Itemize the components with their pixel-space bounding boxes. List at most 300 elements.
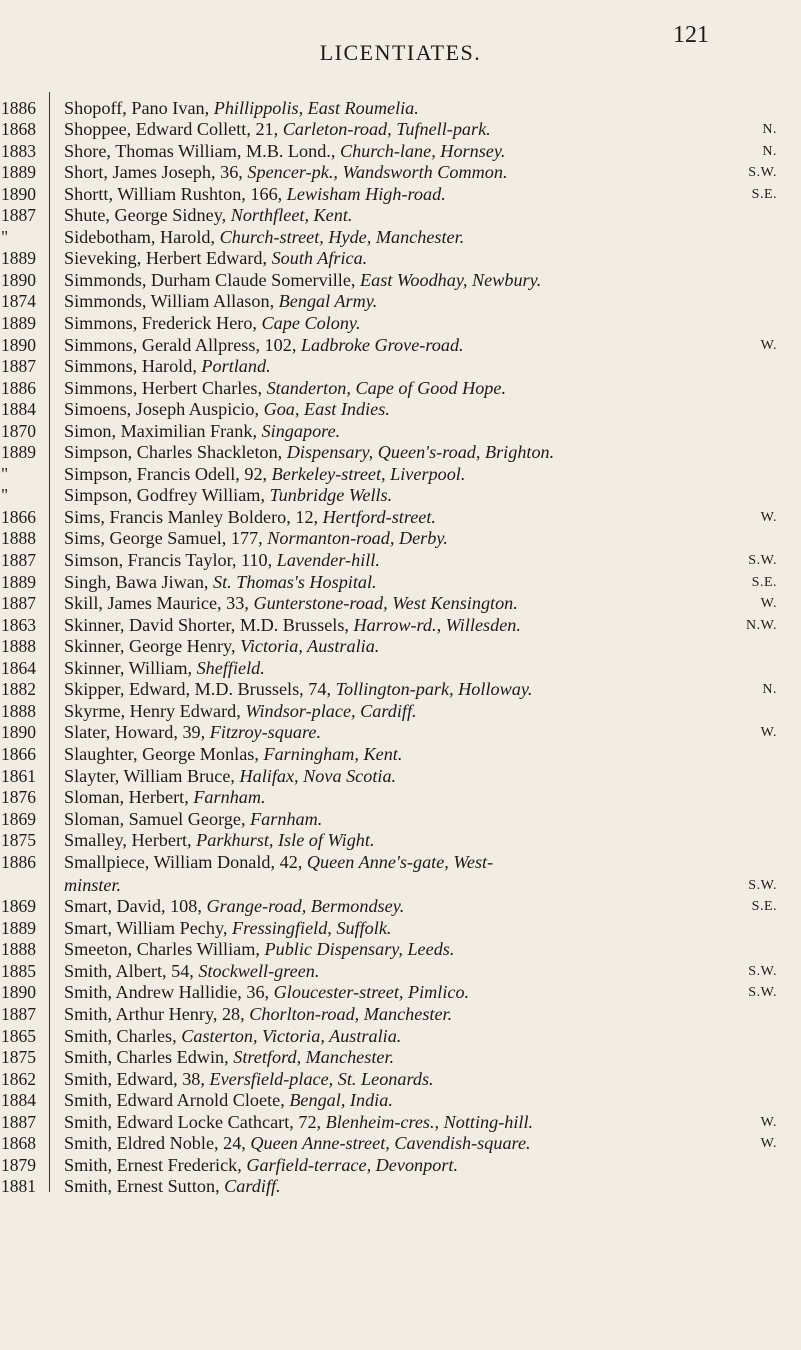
registration-year: 1875 bbox=[1, 1047, 36, 1068]
licentiate-address: Lewisham High-road. bbox=[286, 183, 446, 204]
licentiate-entry bbox=[64, 335, 801, 357]
licentiate-entry bbox=[64, 378, 801, 400]
licentiate-entry bbox=[64, 1133, 801, 1155]
postal-district bbox=[769, 658, 777, 680]
postal-district: S.E. bbox=[751, 186, 777, 202]
licentiate-name: Smart, David, 108, bbox=[64, 896, 207, 917]
postal-district bbox=[769, 744, 777, 766]
column-divider bbox=[49, 1149, 50, 1171]
postal-district: S.W. bbox=[748, 877, 777, 893]
licentiate-name: Slater, Howard, 39, bbox=[64, 722, 210, 743]
licentiate-entry bbox=[64, 442, 801, 464]
licentiate-entry bbox=[64, 162, 801, 184]
entry-text bbox=[64, 679, 532, 701]
licentiate-name: Smallpiece, William Donald, 42, bbox=[64, 851, 307, 872]
licentiate-entry bbox=[64, 787, 801, 809]
licentiate-entry bbox=[64, 766, 801, 788]
entry-text bbox=[64, 1155, 458, 1177]
registration-year: 1869 bbox=[1, 896, 36, 917]
licentiate-address: Berkeley-street, Liverpool. bbox=[271, 463, 466, 484]
postal-district bbox=[769, 852, 777, 874]
registration-year: 1868 bbox=[1, 1133, 36, 1154]
licentiate-entry bbox=[64, 205, 801, 227]
licentiate-name: Simmonds, Durham Claude Somerville, bbox=[64, 269, 361, 290]
entry-text bbox=[64, 809, 322, 831]
registration-year: 1890 bbox=[1, 722, 36, 743]
registration-year: 1876 bbox=[1, 787, 36, 808]
entry-text bbox=[64, 744, 402, 766]
entry-text bbox=[64, 291, 377, 313]
registration-year: 1884 bbox=[1, 1090, 36, 1111]
postal-district bbox=[769, 1176, 777, 1198]
licentiate-entry bbox=[64, 961, 801, 983]
column-divider bbox=[49, 114, 50, 136]
entry-text bbox=[64, 141, 505, 163]
entry-text bbox=[64, 982, 469, 1004]
licentiate-address: Phillippolis, East Roumelia. bbox=[213, 97, 419, 118]
licentiate-entry bbox=[64, 744, 801, 766]
licentiate-name: Simpson, Godfrey William, bbox=[64, 485, 270, 506]
entry-text bbox=[64, 378, 506, 400]
licentiate-name: Simmonds, William Allason, bbox=[64, 291, 279, 312]
licentiate-entry bbox=[64, 918, 801, 940]
licentiate-name: Simpson, Charles Shackleton, bbox=[64, 442, 287, 463]
licentiate-entry bbox=[64, 227, 801, 249]
licentiate-address: Victoria, Australia. bbox=[240, 636, 380, 657]
licentiate-address: Halifax, Nova Scotia. bbox=[239, 765, 397, 786]
licentiate-name: Smeeton, Charles William, bbox=[64, 939, 265, 960]
registration-year: 1862 bbox=[1, 1068, 36, 1089]
licentiate-entry bbox=[64, 248, 801, 270]
registration-year: 1890 bbox=[1, 183, 36, 204]
licentiate-entry bbox=[64, 593, 801, 615]
licentiate-address: Stockwell-green. bbox=[198, 960, 320, 981]
licentiate-address: minster. bbox=[64, 874, 122, 895]
registration-year: 1886 bbox=[1, 97, 36, 118]
registration-year: 1887 bbox=[1, 205, 36, 226]
licentiate-name: Smith, Albert, 54, bbox=[64, 960, 199, 981]
postal-district: N. bbox=[762, 682, 777, 698]
postal-district: N. bbox=[762, 122, 777, 138]
column-divider bbox=[49, 912, 50, 934]
licentiate-name: Skill, James Maurice, 33, bbox=[64, 593, 254, 614]
licentiate-name: Sloman, Herbert, bbox=[64, 787, 194, 808]
registration-year: 1889 bbox=[1, 313, 36, 334]
licentiate-entry bbox=[64, 830, 801, 852]
licentiate-name: Skinner, David Shorter, M.D. Brussels, bbox=[64, 614, 354, 635]
licentiate-entry bbox=[64, 270, 801, 292]
licentiate-address: Windsor-place, Cardiff. bbox=[245, 700, 417, 721]
postal-district bbox=[769, 528, 777, 550]
entry-text bbox=[64, 270, 541, 292]
licentiate-entry bbox=[64, 572, 801, 594]
entry-text bbox=[64, 248, 367, 270]
registration-year: 1864 bbox=[1, 657, 36, 678]
entry-text bbox=[64, 184, 446, 206]
licentiate-name: Smith, Charles Edwin, bbox=[64, 1047, 234, 1068]
postal-district bbox=[769, 1069, 777, 1091]
column-divider bbox=[49, 609, 50, 631]
entry-text bbox=[64, 939, 454, 961]
column-divider bbox=[49, 803, 50, 825]
postal-district: W. bbox=[760, 1136, 777, 1152]
licentiate-entry bbox=[64, 507, 801, 529]
column-divider bbox=[49, 760, 50, 782]
column-divider bbox=[49, 92, 50, 114]
licentiate-name: Skyrme, Henry Edward, bbox=[64, 700, 246, 721]
licentiate-entry bbox=[64, 184, 801, 206]
postal-district: S.E. bbox=[751, 574, 777, 590]
entry-text bbox=[64, 918, 391, 940]
licentiate-entry bbox=[64, 399, 801, 421]
column-divider bbox=[49, 307, 50, 329]
licentiate-address: Carleton-road, Tufnell-park. bbox=[282, 119, 491, 140]
licentiate-address: Dispensary, Queen's-road, Brighton. bbox=[286, 442, 555, 463]
licentiate-address: Casterton, Victoria, Australia. bbox=[181, 1025, 402, 1046]
column-divider bbox=[49, 891, 50, 913]
licentiate-address: Queen Anne's-gate, West- bbox=[306, 851, 494, 872]
postal-district: S.E. bbox=[751, 899, 777, 915]
column-divider bbox=[49, 264, 50, 286]
licentiate-entry bbox=[64, 1112, 801, 1134]
registration-year: 1890 bbox=[1, 269, 36, 290]
licentiate-entry bbox=[64, 1047, 801, 1069]
licentiate-name: Simon, Maximilian Frank, bbox=[64, 420, 262, 441]
registration-year: 1887 bbox=[1, 1003, 36, 1024]
licentiate-name: Smith, Charles, bbox=[64, 1025, 182, 1046]
licentiate-entry bbox=[64, 291, 801, 313]
licentiate-address: Cardiff. bbox=[224, 1176, 281, 1197]
registration-year: 1884 bbox=[1, 399, 36, 420]
column-divider bbox=[49, 652, 50, 674]
registration-year: 1883 bbox=[1, 140, 36, 161]
column-divider bbox=[49, 221, 50, 243]
registration-year: 1866 bbox=[1, 743, 36, 764]
postal-district bbox=[769, 291, 777, 313]
licentiate-address: Tollington-park, Holloway. bbox=[335, 679, 533, 700]
entry-text bbox=[64, 593, 518, 615]
entry-text bbox=[64, 464, 465, 486]
licentiate-name: Sims, George Samuel, 177, bbox=[64, 528, 268, 549]
entry-text bbox=[64, 356, 271, 378]
column-divider bbox=[49, 998, 50, 1020]
registration-year: 1890 bbox=[1, 982, 36, 1003]
licentiate-entry bbox=[64, 528, 801, 550]
licentiate-name: Smith, Ernest Frederick, bbox=[64, 1154, 247, 1175]
registration-year: 1887 bbox=[1, 593, 36, 614]
postal-district bbox=[769, 464, 777, 486]
licentiate-address: Farnham. bbox=[193, 787, 266, 808]
registration-year: " bbox=[1, 463, 9, 484]
registration-year: 1890 bbox=[1, 334, 36, 355]
licentiate-address: Church-street, Hyde, Manchester. bbox=[219, 226, 465, 247]
licentiate-name: Smith, Eldred Noble, 24, bbox=[64, 1133, 251, 1154]
entry-text bbox=[64, 961, 319, 983]
postal-district: S.W. bbox=[748, 963, 777, 979]
registration-year: 1868 bbox=[1, 119, 36, 140]
licentiate-name: Smith, Arthur Henry, 28, bbox=[64, 1003, 250, 1024]
column-divider bbox=[49, 674, 50, 696]
postal-district: N.W. bbox=[745, 617, 777, 633]
entry-text bbox=[64, 1047, 394, 1069]
postal-district bbox=[769, 378, 777, 400]
registration-year: 1888 bbox=[1, 636, 36, 657]
licentiate-entry bbox=[64, 658, 801, 680]
licentiate-entry bbox=[64, 982, 801, 1004]
column-divider bbox=[49, 1085, 50, 1107]
licentiate-entry bbox=[64, 1069, 801, 1091]
column-divider bbox=[49, 286, 50, 308]
postal-district: W. bbox=[760, 337, 777, 353]
licentiate-address: Hertford-street. bbox=[322, 506, 436, 527]
licentiate-name: Shoppee, Edward Collett, 21, bbox=[64, 119, 283, 140]
licentiate-address: Grange-road, Bermondsey. bbox=[206, 896, 405, 917]
licentiate-name: Slaughter, George Monlas, bbox=[64, 743, 264, 764]
licentiate-entry bbox=[64, 119, 801, 141]
postal-district bbox=[769, 1155, 777, 1177]
postal-district bbox=[769, 809, 777, 831]
licentiate-address: Portland. bbox=[201, 356, 271, 377]
postal-district bbox=[769, 421, 777, 443]
licentiate-address: Farningham, Kent. bbox=[263, 743, 403, 764]
entry-text bbox=[64, 205, 352, 227]
licentiate-address: Lavender-hill. bbox=[276, 550, 380, 571]
licentiate-address: Tunbridge Wells. bbox=[269, 485, 393, 506]
column-divider bbox=[49, 717, 50, 739]
entry-text bbox=[64, 701, 417, 723]
licentiate-name: Smith, Ernest Sutton, bbox=[64, 1176, 225, 1197]
registration-year: 1887 bbox=[1, 356, 36, 377]
column-divider bbox=[49, 1106, 50, 1128]
entry-text bbox=[64, 572, 377, 594]
registration-year: 1887 bbox=[1, 550, 36, 571]
column-divider bbox=[49, 955, 50, 977]
column-divider bbox=[49, 934, 50, 956]
column-divider bbox=[49, 243, 50, 265]
registration-year: 1874 bbox=[1, 291, 36, 312]
licentiate-name: Simmons, Herbert Charles, bbox=[64, 377, 267, 398]
entry-text bbox=[64, 442, 554, 464]
licentiate-address: Fressingfield, Suffolk. bbox=[231, 917, 392, 938]
column-divider bbox=[49, 351, 50, 373]
licentiate-address: St. Thomas's Hospital. bbox=[213, 571, 377, 592]
licentiate-name: Simmons, Harold, bbox=[64, 356, 202, 377]
licentiate-address: Parkhurst, Isle of Wight. bbox=[196, 830, 375, 851]
licentiate-address: Bengal, India. bbox=[289, 1090, 393, 1111]
postal-district bbox=[769, 787, 777, 809]
entry-text bbox=[64, 1069, 434, 1091]
licentiate-address: Cape Colony. bbox=[261, 313, 361, 334]
column-divider bbox=[49, 1171, 50, 1193]
licentiate-name: Smith, Edward Arnold Cloete, bbox=[64, 1090, 290, 1111]
column-divider bbox=[49, 501, 50, 523]
postal-district bbox=[769, 1004, 777, 1026]
column-divider bbox=[49, 200, 50, 222]
postal-district: N. bbox=[762, 143, 777, 159]
entry-text bbox=[64, 550, 380, 572]
licentiate-name: Smith, Edward Locke Cathcart, 72, bbox=[64, 1111, 326, 1132]
licentiate-entry bbox=[64, 722, 801, 744]
licentiate-entry bbox=[64, 615, 801, 637]
column-divider bbox=[49, 394, 50, 416]
column-divider bbox=[49, 178, 50, 200]
registration-year: 1889 bbox=[1, 162, 36, 183]
postal-district bbox=[769, 98, 777, 120]
licentiate-name: Sieveking, Herbert Edward, bbox=[64, 248, 272, 269]
licentiate-name: Short, James Joseph, 36, bbox=[64, 162, 248, 183]
registration-year: 1861 bbox=[1, 765, 36, 786]
licentiate-name: Shore, Thomas William, M.B. Lond., bbox=[64, 140, 340, 161]
licentiate-address: Fitzroy-square. bbox=[209, 722, 322, 743]
licentiate-name: Skinner, George Henry, bbox=[64, 636, 241, 657]
registration-year: 1882 bbox=[1, 679, 36, 700]
licentiate-address: Queen Anne-street, Cavendish-square. bbox=[250, 1133, 531, 1154]
entry-text bbox=[64, 313, 361, 335]
licentiate-entry bbox=[64, 701, 801, 723]
entry-text bbox=[64, 1112, 533, 1134]
column-divider bbox=[49, 135, 50, 157]
postal-district: S.W. bbox=[748, 165, 777, 181]
licentiate-address: South Africa. bbox=[271, 248, 368, 269]
page-header-title: LICENTIATES. bbox=[319, 40, 482, 65]
licentiate-entry bbox=[64, 1026, 801, 1048]
postal-district: W. bbox=[760, 596, 777, 612]
entry-text bbox=[64, 766, 396, 788]
licentiate-address: Harrow-rd., Willesden. bbox=[353, 614, 521, 635]
column-divider bbox=[49, 1128, 50, 1150]
licentiate-entry bbox=[64, 939, 801, 961]
column-divider bbox=[49, 458, 50, 480]
postal-district: W. bbox=[760, 725, 777, 741]
entry-text bbox=[64, 658, 265, 680]
registration-year: 1881 bbox=[1, 1176, 36, 1197]
entry-text bbox=[64, 507, 436, 529]
licentiate-entry bbox=[64, 1176, 801, 1198]
entry-text bbox=[64, 874, 121, 897]
entry-text bbox=[64, 528, 448, 550]
licentiate-name: Smith, Edward, 38, bbox=[64, 1068, 210, 1089]
licentiate-name: Skinner, William, bbox=[64, 657, 197, 678]
column-divider bbox=[49, 480, 50, 502]
postal-district bbox=[769, 766, 777, 788]
column-divider bbox=[49, 329, 50, 351]
registration-year: 1888 bbox=[1, 700, 36, 721]
licentiate-address: Sheffield. bbox=[196, 657, 265, 678]
licentiate-name: Simson, Francis Taylor, 110, bbox=[64, 550, 277, 571]
licentiate-address: Northfleet, Kent. bbox=[230, 205, 353, 226]
licentiate-address: Standerton, Cape of Good Hope. bbox=[266, 377, 507, 398]
postal-district bbox=[769, 270, 777, 292]
postal-district bbox=[769, 313, 777, 335]
entry-text bbox=[64, 485, 392, 507]
registration-year: 1879 bbox=[1, 1154, 36, 1175]
column-divider bbox=[49, 1020, 50, 1042]
licentiate-address: Stretford, Manchester. bbox=[233, 1047, 395, 1068]
entry-text bbox=[64, 1026, 401, 1048]
registration-year: 1889 bbox=[1, 917, 36, 938]
postal-district bbox=[769, 248, 777, 270]
column-divider bbox=[49, 437, 50, 459]
entry-text bbox=[64, 399, 390, 421]
licentiate-entry bbox=[64, 313, 801, 335]
entry-text bbox=[64, 1176, 281, 1198]
licentiate-entry bbox=[64, 421, 801, 443]
registration-year: 1863 bbox=[1, 614, 36, 635]
licentiate-name: Simmons, Frederick Hero, bbox=[64, 313, 262, 334]
entry-text bbox=[64, 615, 521, 637]
licentiate-address: Farnham. bbox=[250, 808, 323, 829]
licentiate-name: Simmons, Gerald Allpress, 102, bbox=[64, 334, 301, 355]
entry-text bbox=[64, 162, 508, 184]
licentiate-entry bbox=[64, 896, 801, 918]
postal-district bbox=[769, 918, 777, 940]
column-divider bbox=[49, 846, 50, 868]
column-divider bbox=[49, 372, 50, 394]
column-divider bbox=[49, 1042, 50, 1064]
postal-district bbox=[769, 830, 777, 852]
postal-district bbox=[769, 227, 777, 249]
column-divider bbox=[49, 868, 50, 891]
column-divider bbox=[49, 825, 50, 847]
licentiate-entry bbox=[64, 141, 801, 163]
postal-district bbox=[769, 442, 777, 464]
licentiate-entry bbox=[64, 550, 801, 572]
column-divider bbox=[49, 415, 50, 437]
entry-text bbox=[64, 335, 464, 357]
licentiate-entry bbox=[64, 1090, 801, 1112]
list-item bbox=[0, 92, 801, 118]
postal-district bbox=[769, 399, 777, 421]
column-divider bbox=[49, 1063, 50, 1085]
registration-year: 1875 bbox=[1, 830, 36, 851]
postal-district bbox=[769, 485, 777, 507]
entry-text bbox=[64, 787, 266, 809]
licentiate-name: Simoens, Joseph Auspicio, bbox=[64, 399, 264, 420]
column-divider bbox=[49, 977, 50, 999]
licentiate-name: Smalley, Herbert, bbox=[64, 830, 197, 851]
registration-year: 1886 bbox=[1, 851, 36, 872]
licentiate-entry bbox=[64, 679, 801, 701]
licentiate-name: Slayter, William Bruce, bbox=[64, 765, 240, 786]
licentiate-name: Shute, George Sidney, bbox=[64, 205, 231, 226]
entry-text bbox=[64, 227, 464, 249]
registration-year: 1888 bbox=[1, 528, 36, 549]
licentiate-entry bbox=[64, 485, 801, 507]
licentiate-name: Smart, William Pechy, bbox=[64, 917, 232, 938]
registration-year: 1865 bbox=[1, 1025, 36, 1046]
licentiate-entry bbox=[64, 98, 801, 120]
licentiate-address: Eversfield-place, St. Leonards. bbox=[209, 1068, 434, 1089]
entry-text bbox=[64, 1090, 393, 1112]
registration-year: 1886 bbox=[1, 377, 36, 398]
licentiate-name: Singh, Bawa Jiwan, bbox=[64, 571, 214, 592]
postal-district: S.W. bbox=[748, 553, 777, 569]
entry-text bbox=[64, 98, 419, 120]
registration-year: 1889 bbox=[1, 442, 36, 463]
entry-text bbox=[64, 1133, 531, 1155]
registration-year: 1870 bbox=[1, 420, 36, 441]
entry-text bbox=[64, 896, 404, 918]
licentiate-address: Ladbroke Grove-road. bbox=[300, 334, 464, 355]
licentiate-entry bbox=[64, 852, 801, 874]
licentiate-address: Public Dispensary, Leeds. bbox=[264, 939, 455, 960]
licentiate-name: Simpson, Francis Odell, 92, bbox=[64, 463, 272, 484]
registration-year: 1889 bbox=[1, 571, 36, 592]
licentiate-address: Chorlton-road, Manchester. bbox=[249, 1003, 453, 1024]
column-divider bbox=[49, 738, 50, 760]
postal-district bbox=[769, 1090, 777, 1112]
licentiate-name: Smith, Andrew Hallidie, 36, bbox=[64, 982, 274, 1003]
